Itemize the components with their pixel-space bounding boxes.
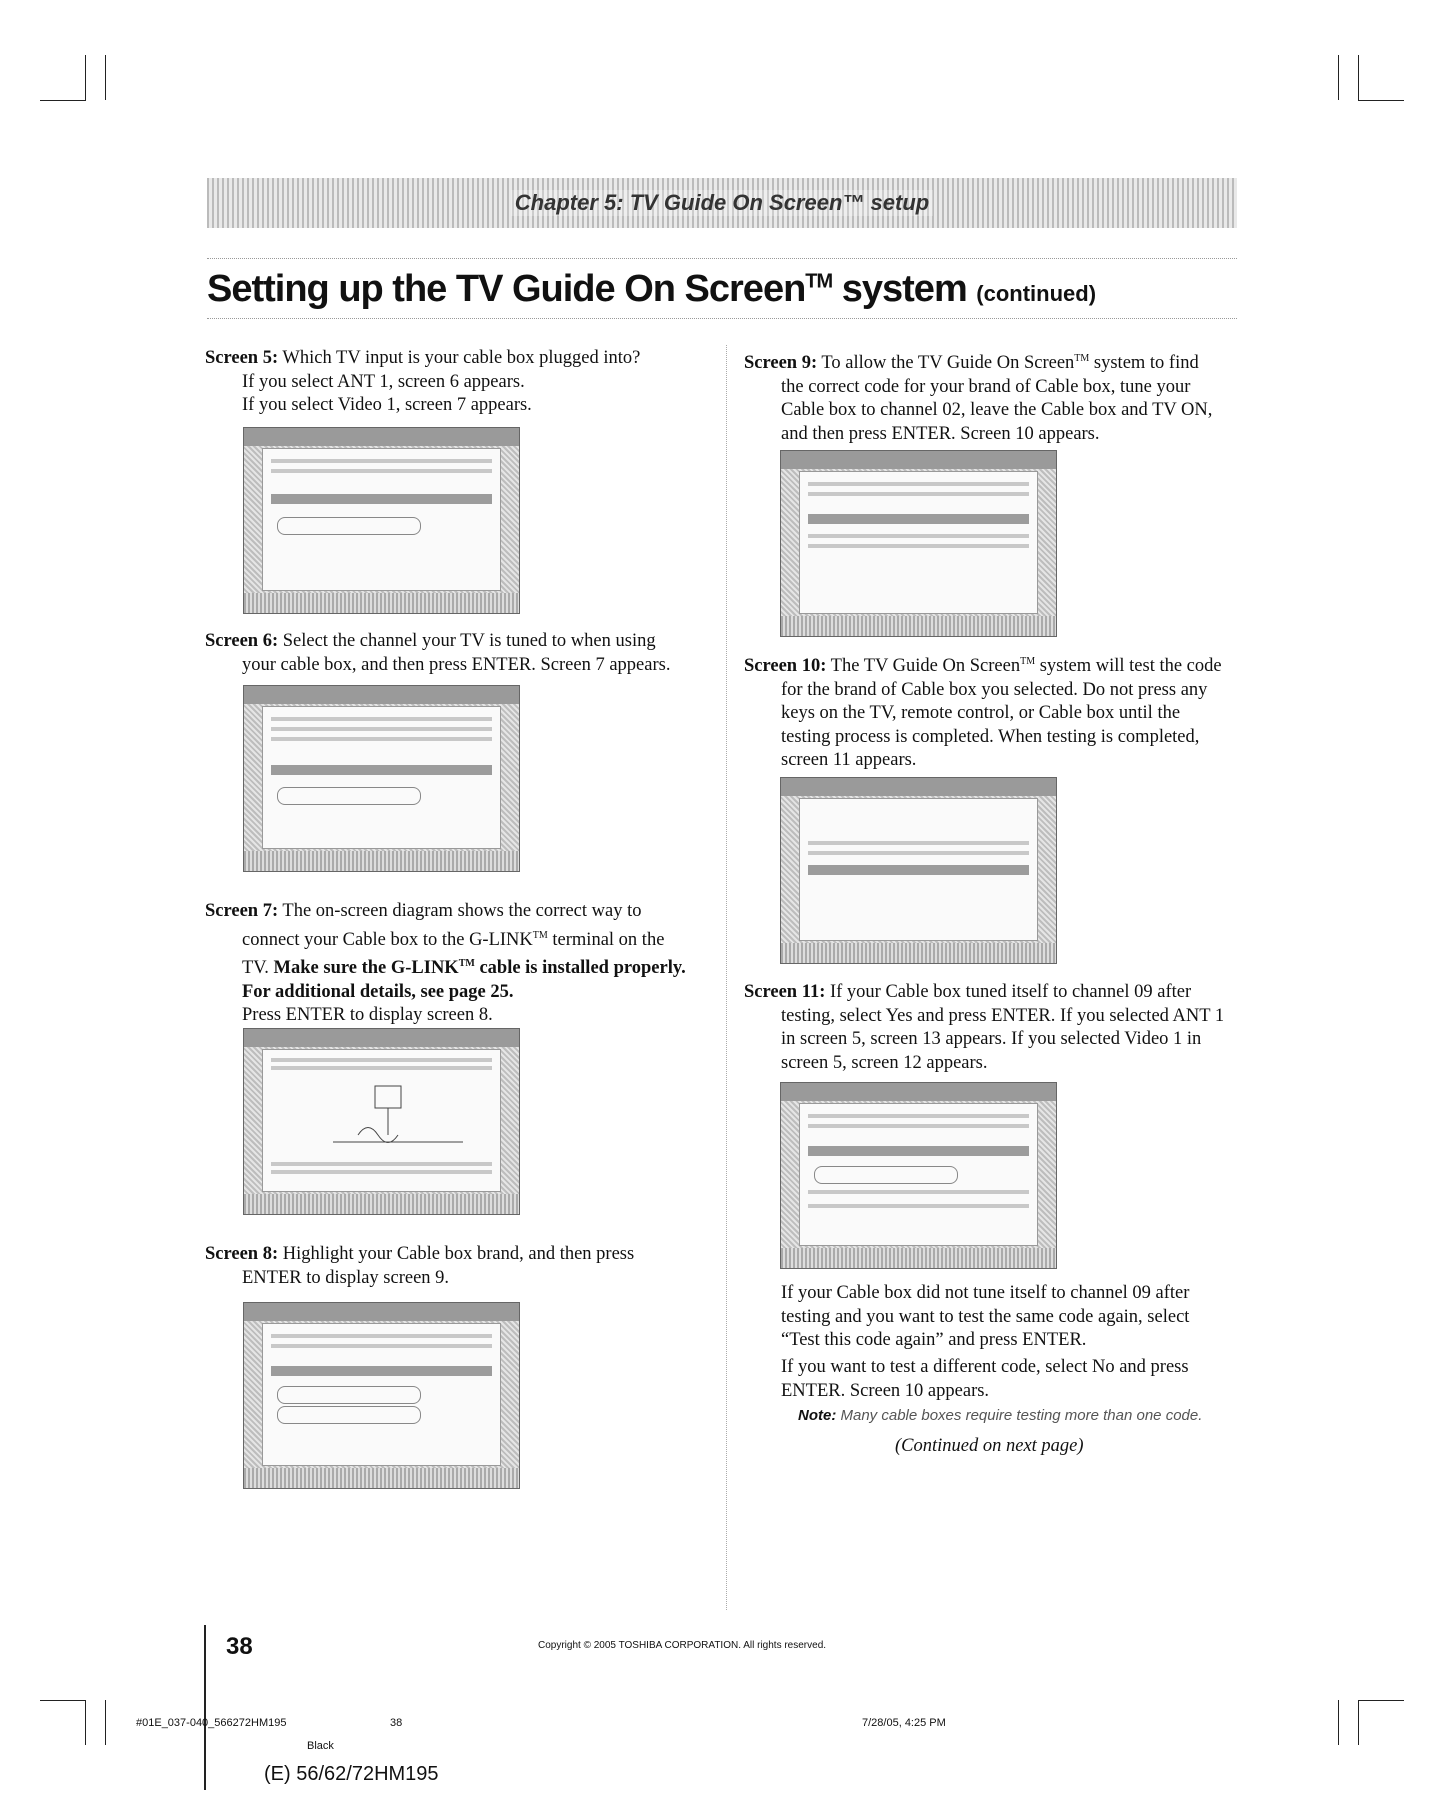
page-number: 38 [226,1633,253,1660]
screen9-text: Screen 9: To allow the TV Guide On Screen™ system to find the correct code for your brand of Cable box, tune your Cable box to channel 02, leave the Cable box and TV ON, and then press ENTER. Screen 10 appears. [744,353,1213,444]
screen5-image [243,427,520,614]
crop-mark [105,1700,106,1745]
different-code-text: If you want to test a different code, select No and press ENTER. Screen 10 appears. [781,1357,1189,1401]
page-number-rule [204,1625,206,1790]
screen8-image [243,1302,520,1489]
screen6-text: Screen 6: Select the channel your TV is tuned to when using your cable box, and then press ENTER. Screen 7 appears. [205,631,671,675]
crop-mark [105,55,106,100]
screen7-text: Screen 7: The on-screen diagram shows the correct way to connect your Cable box to the G-LINK™ terminal on the TV. Make sure the G-LINK™ cable is installed properly. For additional details, see page 25. Press ENTER to display screen 8. [205,901,686,1026]
retest-text: If your Cable box did not tune itself to channel 09 after testing and you want to test the same code again, select “Test this code again” and press ENTER. [781,1283,1190,1350]
rule [207,258,1237,259]
crop-mark [85,1700,86,1745]
copyright: Copyright © 2005 TOSHIBA CORPORATION. All rights reserved. [538,1640,827,1651]
screen10-text: Screen 10: The TV Guide On Screen™ system will test the code for the brand of Cable box you selected. Do not press any keys on the TV, remote control, or Cable box until the testing process is completed. When testing is completed, screen 11 appears. [744,656,1222,771]
file-page: 38 [390,1717,403,1729]
note: Note: Many cable boxes require testing more than one code. [798,1407,1203,1424]
screen11-text: Screen 11: If your Cable box tuned itself to channel 09 after testing, select Yes and press ENTER. If you selected ANT 1 in screen 5, screen 13 appears. If you selected Video 1 in screen 5, screen 12 appears. [744,982,1225,1073]
column-divider [726,345,727,1610]
page-title: Setting up the TV Guide On Screen™ system (continued) [207,268,1097,310]
file-id: #01E_037-040_566272HM195 [136,1717,287,1729]
crop-mark [1358,1700,1359,1745]
screen5-text: Screen 5: Which TV input is your cable box plugged into? If you select ANT 1, screen 6 appears. If you select Video 1, screen 7 appears. [205,348,641,415]
crop-mark [1358,100,1404,101]
chapter-banner [207,178,1237,228]
crop-mark [40,1700,86,1701]
screen8-text: Screen 8: Highlight your Cable box brand, and then press ENTER to display screen 9. [205,1244,635,1288]
crop-mark [1358,1700,1404,1701]
crop-mark [1338,1700,1339,1745]
crop-mark [40,100,86,101]
chapter-banner-text: Chapter 5: TV Guide On Screen™ setup [511,190,933,216]
connection-diagram [263,1080,502,1160]
crop-mark [85,55,86,100]
screen10-image [780,777,1057,964]
rule [207,318,1237,319]
crop-mark [1338,55,1339,100]
print-datetime: 7/28/05, 4:25 PM [862,1717,946,1729]
screen11-image [780,1082,1057,1269]
crop-mark [1358,55,1359,100]
screen6-image [243,685,520,872]
screen7-image [243,1028,520,1215]
screen9-image [780,450,1057,637]
continued-note: (Continued on next page) [895,1436,1084,1456]
print-color: Black [307,1740,334,1752]
model-number: (E) 56/62/72HM195 [264,1763,439,1785]
